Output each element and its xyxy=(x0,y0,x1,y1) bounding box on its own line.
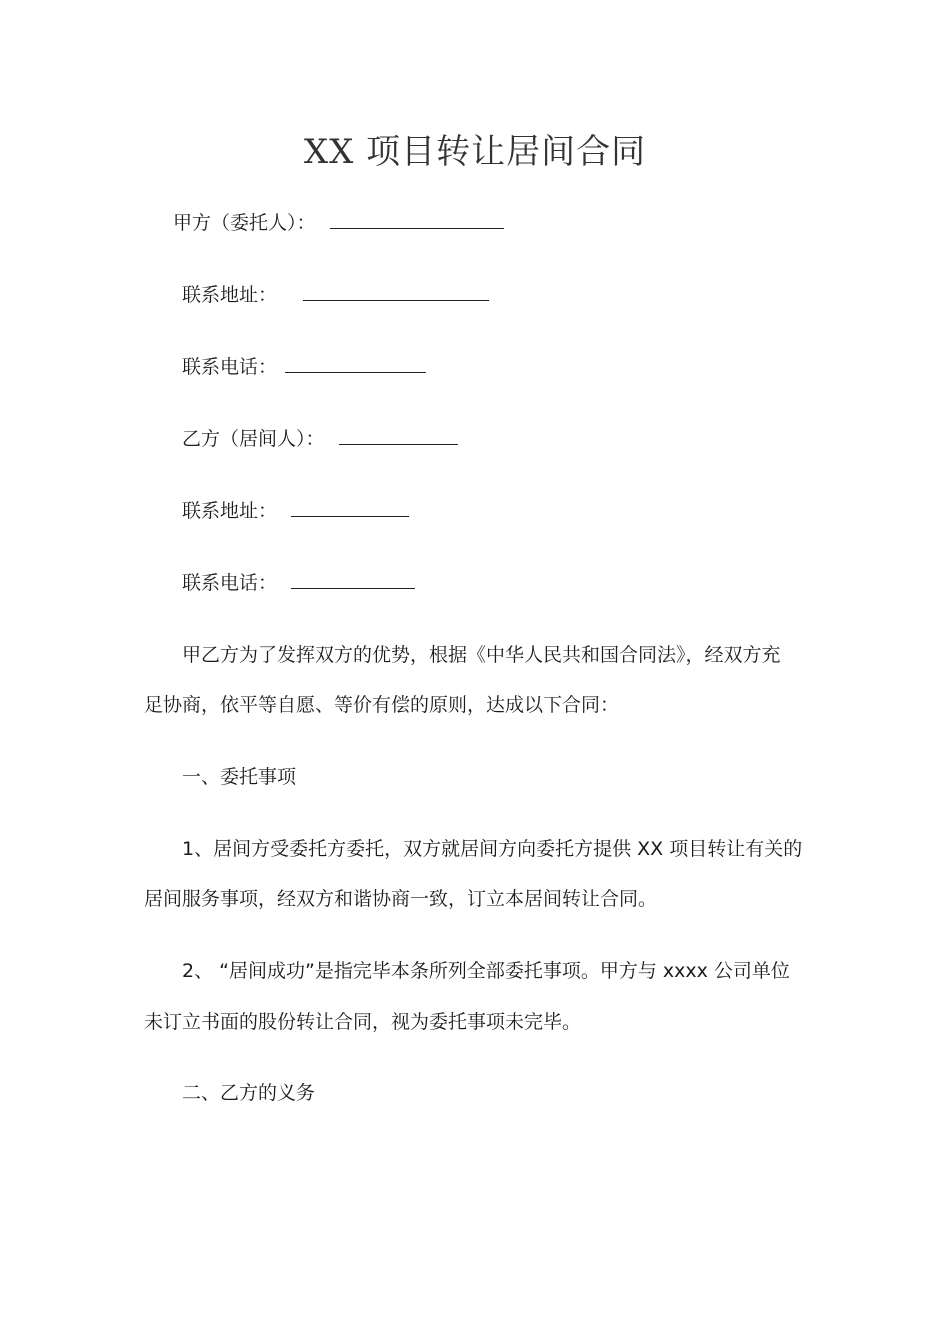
party-b-address-label: 联系地址： xyxy=(182,500,278,522)
clause-1-line-2: 居间服务事项，经双方和谐协商一致，订立本居间转让合同。 xyxy=(144,888,658,910)
preamble-line-2: 足协商，依平等自愿、等价有偿的原则，达成以下合同： xyxy=(144,694,620,716)
clause-2-line-1: 2、 “居间成功”是指完毕本条所列全部委托事项。甲方与 xxxx 公司单位 xyxy=(182,960,790,982)
party-a-phone-row xyxy=(182,352,426,381)
party-b-label: 乙方（居间人）： xyxy=(182,428,325,450)
clause-2-line-2: 未订立书面的股份转让合同，视为委托事项未完毕。 xyxy=(144,1011,582,1033)
party-b-phone-row xyxy=(182,568,415,597)
party-a-label: 甲方（委托人）： xyxy=(173,212,316,234)
section-2-heading: 二、乙方的义务 xyxy=(182,1082,316,1104)
document-title: XX 项目转让居间合同 xyxy=(303,132,647,172)
party-a-address-label: 联系地址： xyxy=(182,284,278,306)
party-b-phone-blank[interactable] xyxy=(291,568,415,589)
preamble-line-1: 甲乙方为了发挥双方的优势，根据《中华人民共和国合同法》，经双方充 xyxy=(182,644,781,666)
party-a-address-row xyxy=(182,280,489,309)
clause-1-line-1: 1、居间方受委托方委托，双方就居间方向委托方提供 XX 项目转让有关的 xyxy=(182,838,803,860)
party-b-row xyxy=(182,424,458,453)
party-a-phone-blank[interactable] xyxy=(285,352,426,373)
party-b-address-row xyxy=(182,496,409,525)
party-a-address-blank[interactable] xyxy=(303,280,489,301)
party-a-blank[interactable] xyxy=(330,208,504,229)
party-b-blank[interactable] xyxy=(339,424,458,445)
party-a-phone-label: 联系电话： xyxy=(182,356,278,378)
party-b-address-blank[interactable] xyxy=(291,496,409,517)
party-b-phone-label: 联系电话： xyxy=(182,572,278,594)
section-1-heading: 一、委托事项 xyxy=(182,766,297,788)
party-a-row xyxy=(173,208,504,237)
